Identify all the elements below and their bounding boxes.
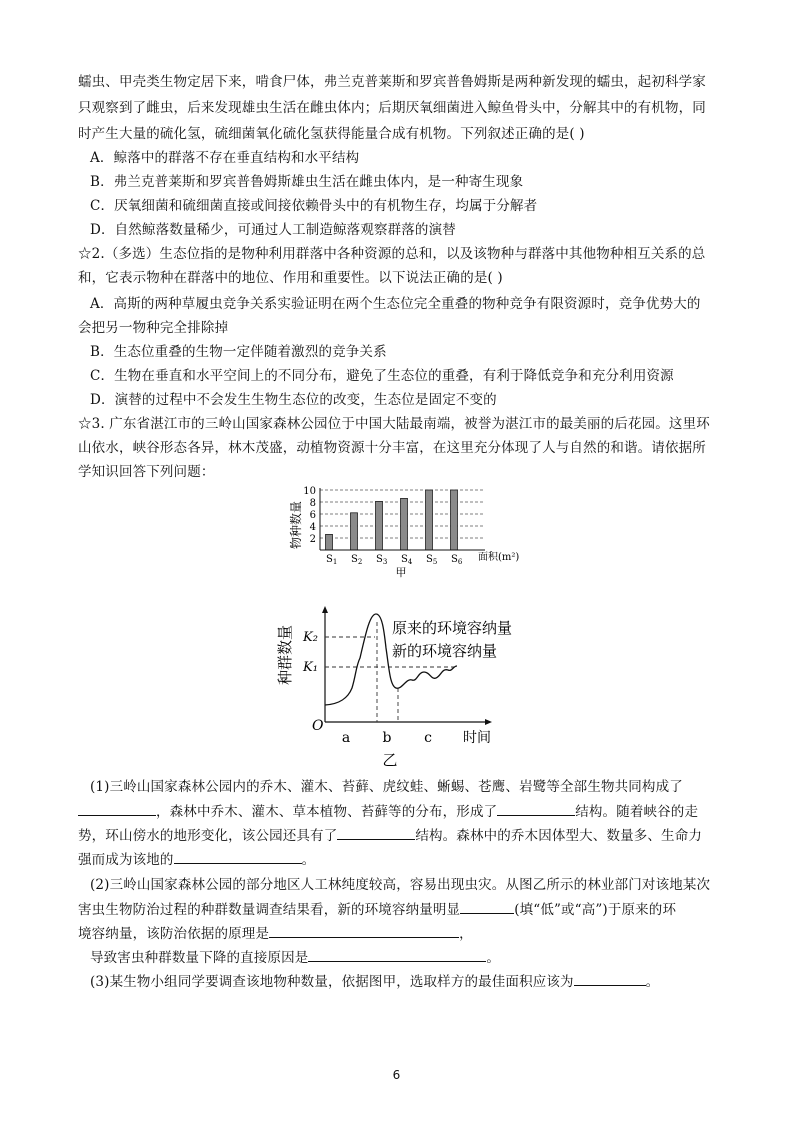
bar <box>376 501 383 550</box>
q1-stem-line: 蠕虫、甲壳类生物定居下来，啃食尸体，弗兰克普莱斯和罗宾普鲁姆斯是两种新发现的蠕虫，起初科学家 <box>78 74 706 90</box>
q3-sub2-line3 <box>78 922 718 945</box>
figure-jia-bar-chart <box>280 480 550 590</box>
q2-option-a: A．高斯的两种草履虫竞争关系实验证明在两个生态位完全重叠的物种竞争有限资源时，竞争优势大的 <box>90 296 701 312</box>
k1-label: K₁ <box>303 660 318 675</box>
y-tick-label: 6 <box>309 510 316 521</box>
figure-caption: 乙 <box>382 751 398 769</box>
x-axis-label: 时间 <box>463 730 491 746</box>
x-tick-label: $S_3$ <box>376 554 388 566</box>
q1-option-c: C．厌氧细菌和硫细菌直接或间接依赖骨头中的有机物生存，均属于分解者 <box>90 198 538 214</box>
bar <box>451 490 458 550</box>
q3-stem-line: ☆3. 广东省湛江市的三岭山国家森林公园位于中国大陆最南端，被誉为湛江市的最美丽的后花园。这里环 <box>78 416 710 432</box>
answer-blank[interactable] <box>337 824 415 840</box>
x-tick-label: $S_5$ <box>426 554 438 566</box>
bar <box>401 498 408 550</box>
q1-stem-line: 时产生大量的硫化氢，硫细菌氧化硫化氢获得能量合成有机物。下列叙述正确的是( ) <box>78 126 585 142</box>
text-segment: 。 <box>645 974 660 990</box>
q3-sub2-line2 <box>78 898 718 921</box>
y-tick-label: 4 <box>309 522 316 533</box>
y-axis-label: 种群数量 <box>276 624 294 686</box>
y-axis-arrow <box>322 606 328 613</box>
text-segment: 结构。森林中的乔木因体型大、数量多、生命力 <box>415 828 703 844</box>
answer-blank[interactable] <box>269 922 459 938</box>
text-segment: 结构。随着峡谷的走 <box>575 804 699 820</box>
y-axis-label: 物种数量 <box>289 500 303 550</box>
text-segment: 导致害虫种群数量下降的直接原因是 <box>90 950 309 966</box>
new-capacity-annotation: 新的环境容纳量 <box>392 642 498 660</box>
origin-label: O <box>312 718 324 734</box>
text-segment: ，森林中乔木、灌木、草本植物、苔藓等的分布，形成了 <box>156 804 498 820</box>
q1-option-d: D．自然鲸落数量稀少，可通过人工制造鲸落观察群落的演替 <box>90 222 456 238</box>
original-capacity-annotation: 原来的环境容纳量 <box>392 619 513 637</box>
text-segment: 强而成为该地的 <box>78 852 174 868</box>
bar <box>351 513 358 550</box>
answer-blank[interactable] <box>78 800 156 816</box>
q3-sub1-line1: (1)三岭山国家森林公园内的乔木、灌木、苔藓、虎纹蛙、蜥蜴、苍鹰、岩鹭等全部生物共同构成了 <box>90 779 683 795</box>
k2-label: K₂ <box>303 630 318 645</box>
y-tick-label: 8 <box>309 498 316 509</box>
q2-option-d: D．演替的过程中不会发生生物生态位的改变，生态位是固定不变的 <box>90 392 497 408</box>
q2-option-c: C．生物在垂直和水平空间上的不同分布，避免了生态位的重叠，有利于降低竞争和充分利用资源 <box>90 368 674 384</box>
x-tick-label: $S_1$ <box>326 554 338 566</box>
q3-sub2-line4 <box>90 946 730 969</box>
figure-yi-line-chart <box>270 600 540 770</box>
text-segment: 害虫生物防治过程的种群数量调查结果看，新的环境容纳量明显 <box>78 902 461 918</box>
answer-blank[interactable] <box>174 848 302 864</box>
answer-blank[interactable] <box>497 800 575 816</box>
q3-sub1-line4 <box>78 848 718 871</box>
text-segment: (填“低”或“高”)于原来的环 <box>514 902 677 918</box>
text-segment: 。 <box>486 950 501 966</box>
x-axis-arrow <box>485 719 492 725</box>
answer-blank[interactable] <box>308 946 486 962</box>
text-segment: 势，环山傍水的地形变化，该公园还具有了 <box>78 828 338 844</box>
tick-label-c: c <box>424 730 432 746</box>
tick-label-a: a <box>341 730 351 746</box>
y-tick-label: 10 <box>303 486 316 497</box>
y-tick-label: 2 <box>309 534 316 545</box>
q3-sub3-line1 <box>90 970 730 993</box>
q3-stem-line: 山依水，峡谷形态各异，林木茂盛，动植物资源十分丰富，在这里充分体现了人与自然的和谐。请依据所 <box>78 440 706 456</box>
answer-blank[interactable] <box>460 898 514 914</box>
text-segment: (3)某生物小组同学要调查该地物种数量，依据图甲，选取样方的最佳面积应该为 <box>90 974 574 990</box>
q3-stem-line: 学知识回答下列问题： <box>78 464 215 480</box>
x-tick-label: $S_2$ <box>351 554 363 566</box>
q1-stem-line: 只观察到了雌虫，后来发现雄虫生活在雌虫体内；后期厌氧细菌进入鲸鱼骨头中，分解其中的有机物，同 <box>78 100 706 116</box>
text-segment: 境容纳量，该防治依据的原理是 <box>78 926 270 942</box>
x-tick-label: $S_4$ <box>401 554 413 566</box>
answer-blank[interactable] <box>574 970 646 986</box>
q2-option-a-cont: 会把另一物种完全排除掉 <box>78 320 229 336</box>
q1-option-b: B．弗兰克普莱斯和罗宾普鲁姆斯雄虫生活在雌虫体内，是一种寄生现象 <box>90 174 524 190</box>
x-axis-label: 面积(m²) <box>478 552 520 563</box>
q3-sub2-line1: (2)三岭山国家森林公园的部分地区人工林纯度较高，容易出现虫灾。从图乙所示的林业部门对该地某次 <box>90 877 711 893</box>
q1-option-a: A．鲸落中的群落不存在垂直结构和水平结构 <box>90 150 360 166</box>
q2-stem-line: 和，它表示物种在群落中的地位、作用和重要性。以下说法正确的是( ) <box>78 270 503 286</box>
q2-option-b: B．生态位重叠的生物一定伴随着激烈的竞争关系 <box>90 344 387 360</box>
text-segment: ， <box>459 926 473 942</box>
q3-sub1-line2 <box>78 800 718 823</box>
x-tick-label: $S_6$ <box>451 554 463 566</box>
q3-sub1-line3 <box>78 824 718 847</box>
page-number: 6 <box>392 1068 401 1082</box>
tick-label-b: b <box>382 730 392 746</box>
text-segment: 。 <box>301 852 316 868</box>
bar <box>426 490 433 550</box>
bar <box>326 534 333 550</box>
q2-stem-line: ☆2.（多选）生态位指的是物种利用群落中各种资源的总和，以及该物种与群落中其他物种相互关系的总 <box>78 246 706 262</box>
figure-caption: 甲 <box>395 566 407 579</box>
